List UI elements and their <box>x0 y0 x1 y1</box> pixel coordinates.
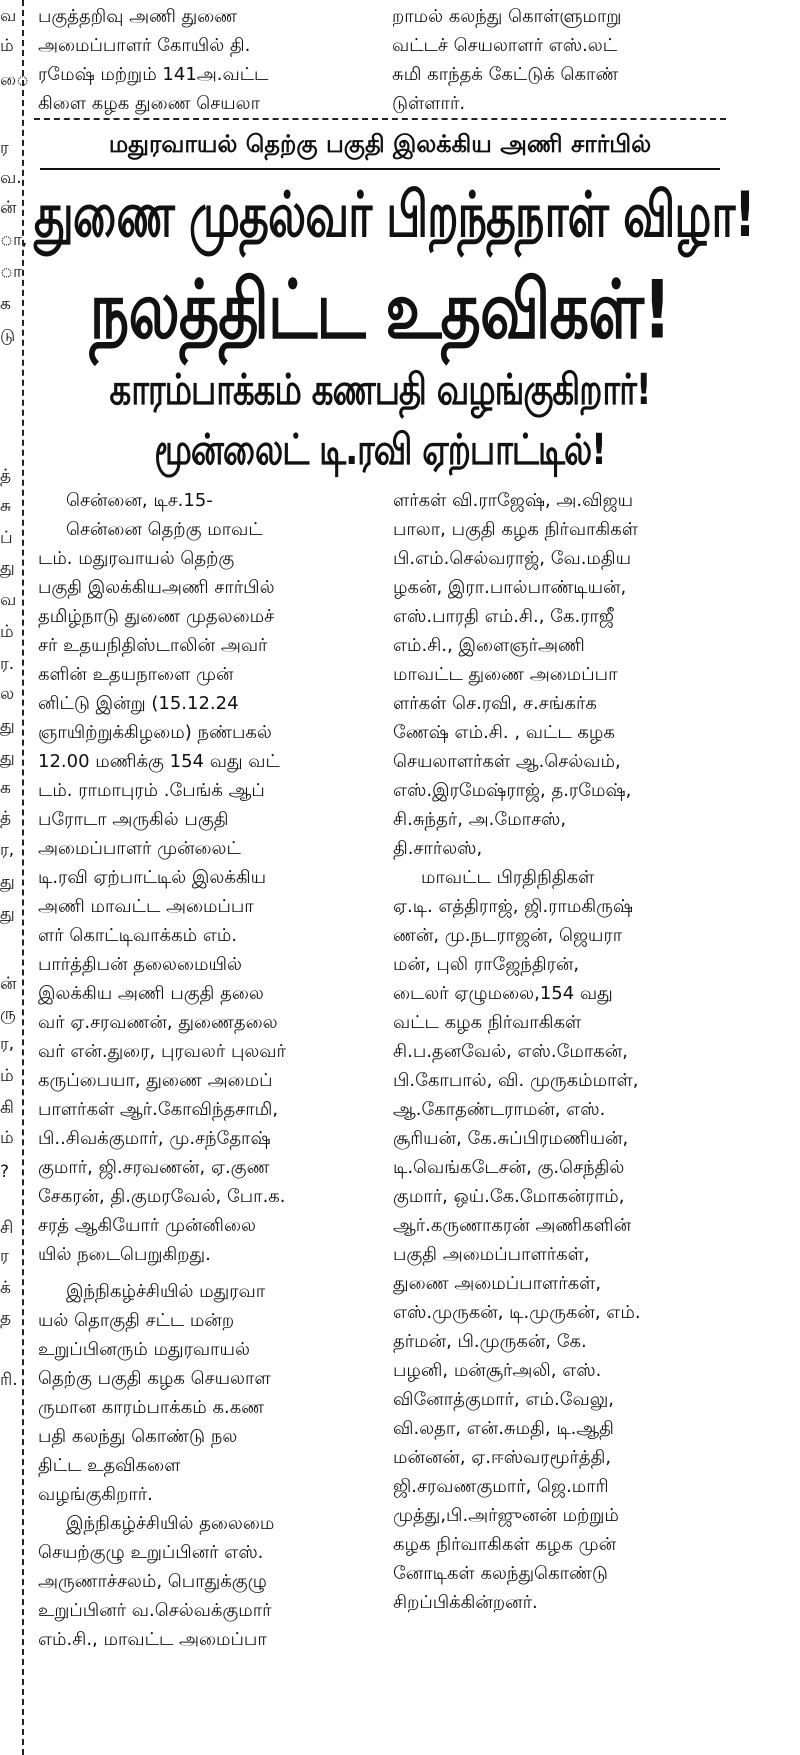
text-line: இந்நிகழ்ச்சியில் தலைமை <box>66 1513 275 1534</box>
edge-text: ா <box>0 262 22 282</box>
text-line: மாவட்ட துணை அமைப்பா <box>393 664 618 685</box>
text-line: வி.லதா, என்.சுமதி, டி.ஆதி <box>393 1418 614 1439</box>
text-line: 12.00 மணிக்கு 154 வது வட் <box>38 751 280 772</box>
text-line: யில் நடைபெறுகிறது. <box>38 1244 211 1265</box>
text-line: மாவட்ட பிரதிநிதிகள் <box>421 867 595 888</box>
text-line: றாமல் கலந்து கொள்ளுமாறு <box>392 6 622 27</box>
edge-text: க <box>0 294 11 314</box>
text-line: னோடிகள் கலந்துகொண்டு <box>393 1563 608 1584</box>
edge-text: க் <box>0 1278 11 1298</box>
text-line: பாலா, பகுதி கழக நிர்வாகிகள் <box>393 519 639 540</box>
text-line: சூரியன், கே.சுப்பிரமணியன், <box>393 1128 629 1149</box>
edge-text: ரி. <box>0 1370 18 1390</box>
text-line: வினோத்குமார், எம்.வேலு, <box>393 1389 614 1410</box>
edge-text: ம் <box>0 622 14 642</box>
edge-text: சு <box>0 496 12 516</box>
headline-2: நலத்திட்ட உதவிகள்! <box>89 262 671 357</box>
text-line: களின் உதயநாளை முன் <box>38 664 234 685</box>
edge-text: ா, <box>0 230 28 250</box>
text-line: எஸ்.இரமேஷ்ராஜ், த.ரமேஷ், <box>393 780 632 801</box>
edge-text: டு <box>0 326 16 346</box>
text-line: ருமான காரம்பாக்கம் க.கண <box>38 1397 265 1418</box>
article-body-left <box>38 486 376 1654</box>
text-line: அமைப்பாளர் முன்லைட் <box>38 838 241 859</box>
text-line: எம்.சி., இளைஞர்அணி <box>393 635 585 656</box>
text-line: னிட்டு இன்று (15.12.24 <box>38 693 239 714</box>
column-divider <box>22 0 24 1755</box>
edge-text: ன் <box>0 974 17 994</box>
text-line: பார்த்திபன் தலைமையில் <box>38 954 242 975</box>
text-line: அணி மாவட்ட அமைப்பா <box>38 896 254 917</box>
text-line: வட்டச் செயலாளர் எஸ்.லட் <box>392 35 618 56</box>
edge-text: ர, <box>0 1034 15 1054</box>
text-line: தர்மன், பி.முருகன், கே. <box>393 1331 587 1352</box>
paragraph-gap <box>38 1269 376 1277</box>
edge-text: ம் <box>0 1066 14 1086</box>
edge-text: ன் <box>0 198 17 218</box>
text-line: பதி கலந்து கொண்டு நல <box>38 1426 238 1447</box>
edge-text: ர, <box>0 840 15 860</box>
text-line: அருணாச்சலம், பொதுக்குழு <box>38 1571 267 1592</box>
text-line: துணை அமைப்பாளர்கள், <box>393 1273 602 1294</box>
edge-text: க <box>0 778 11 798</box>
text-line: ஆர்.கருணாகரன் அணிகளின் <box>393 1215 632 1236</box>
edge-text: து <box>0 748 15 768</box>
text-line: ளர் கொட்டிவாக்கம் எம். <box>38 925 238 946</box>
text-line: உறுப்பினர் வ.செல்வக்குமார் <box>38 1600 272 1621</box>
text-line: ஏ.டி. எத்திராஜ், ஜி.ராமகிருஷ் <box>393 896 633 917</box>
text-line: பி..சிவக்குமார், மு.சந்தோஷ் <box>38 1128 271 1149</box>
text-line: பாளர்கள் ஆர்.கோவிந்தசாமி, <box>38 1099 279 1120</box>
text-line: டி.ரவி ஏற்பாட்டில் இலக்கிய <box>38 867 267 888</box>
text-line: இந்நிகழ்ச்சியில் மதுரவா <box>66 1281 266 1302</box>
text-line: டம். மதுரவாயல் தெற்கு <box>38 548 235 569</box>
text-line: யல் தொகுதி சட்ட மன்ற <box>38 1310 235 1331</box>
edge-text: த் <box>0 466 12 486</box>
edge-text: ரு <box>0 1004 16 1024</box>
text-line: பகுதி இலக்கியஅணி சார்பில் <box>38 577 275 598</box>
edge-text: து <box>0 716 15 736</box>
text-line: சென்னை தெற்கு மாவட் <box>66 519 263 540</box>
edge-text: ர <box>0 1246 9 1266</box>
edge-text: வ <box>0 6 17 26</box>
text-line: டி.வெங்கடேசன், கு.செந்தில் <box>393 1157 625 1178</box>
text-line: ணன், மு.நடராஜன், ஜெயரா <box>393 925 623 946</box>
text-line: குமார், ஒய்.கே.மோகன்ராம், <box>393 1186 625 1207</box>
text-line: சென்னை, டிச.15- <box>66 490 213 511</box>
text-line: வர் ஏ.சரவணன், துணைதலை <box>38 1012 278 1033</box>
text-line: செயலாளர்கள் ஆ.செல்வம், <box>393 751 621 772</box>
top-continuation-right <box>392 2 727 118</box>
headline-4: மூன்லைட் டி.ரவி ஏற்பாட்டில்! <box>154 425 606 475</box>
edge-text: ப் <box>0 528 13 548</box>
text-line: கருப்பையா, துணை அமைப் <box>38 1070 273 1091</box>
text-line: ழகன், இரா.பால்பாண்டியன், <box>393 577 627 598</box>
text-line: சுமி காந்தக் கேட்டுக் கொண் <box>392 64 619 85</box>
text-line: பழனி, மன்சூர்அலி, எஸ். <box>393 1360 602 1381</box>
text-line: வழங்குகிறார். <box>38 1484 153 1505</box>
text-line: ளர்கள் செ.ரவி, ச.சங்கர்க <box>393 693 597 714</box>
text-line: சர் உதயநிதிஸ்டாலின் அவர் <box>38 635 268 656</box>
text-line: பரோடா அருகில் பகுதி <box>38 809 229 830</box>
text-line: வர் என்.துரை, புரவலர் புலவர் <box>38 1041 286 1062</box>
text-line: அமைப்பாளர் கோயில் தி. <box>38 35 251 56</box>
edge-text: ை <box>0 70 30 90</box>
text-line: இலக்கிய அணி பகுதி தலை <box>38 983 264 1004</box>
edge-text: து <box>0 904 15 924</box>
edge-text: த <box>0 1308 12 1328</box>
text-line: மன்னன், ஏ.ஈஸ்வரமூர்த்தி, <box>393 1447 612 1468</box>
text-line: ஜி.சரவணகுமார், ஜெ.மாரி <box>393 1476 609 1497</box>
text-line: தமிழ்நாடு துணை முதலமைச் <box>38 606 275 627</box>
edge-text: ம் <box>0 1128 14 1148</box>
text-line: டுள்ளார். <box>392 93 466 114</box>
edge-text: ? <box>0 1162 10 1182</box>
text-line: தி.சார்லஸ், <box>393 838 483 859</box>
text-line: எஸ்.முருகன், டி.முருகன், எம். <box>393 1302 641 1323</box>
edge-text: வ <box>0 590 17 610</box>
text-line: எம்.சி., மாவட்ட அமைப்பா <box>38 1629 267 1650</box>
text-line: பகுத்தறிவு அணி துணை <box>38 6 238 27</box>
edge-text: வ. <box>0 168 22 188</box>
left-column-edge <box>0 0 30 1755</box>
edge-text: கி <box>0 1098 14 1118</box>
text-line: எஸ்.பாரதி எம்.சி., கே.ராஜீ <box>393 606 614 627</box>
text-line: கழக நிர்வாகிகள் கழக முன் <box>393 1534 617 1555</box>
headline-3: காரம்பாக்கம் கணபதி வழங்குகிறார்! <box>109 365 651 415</box>
edge-text: ர <box>0 138 9 158</box>
text-line: முத்து,பி.அர்ஜுனன் மற்றும் <box>393 1505 619 1526</box>
text-line: சி.சுந்தர், அ.மோசஸ், <box>393 809 567 830</box>
text-line: திட்ட உதவிகளை <box>38 1455 181 1476</box>
edge-text: ல <box>0 684 15 704</box>
text-line: சேகரன், தி.குமரவேல், போ.க. <box>38 1186 286 1207</box>
edge-text: சி <box>0 1218 14 1238</box>
text-line: செயற்குழு உறுப்பினர் எஸ். <box>38 1542 264 1563</box>
text-line: கிளை கழக துணை செயலா <box>38 93 261 114</box>
edge-text: ர. <box>0 654 15 674</box>
text-line: பகுதி அமைப்பாளர்கள், <box>393 1244 590 1265</box>
text-line: பி.கோபால், வி. முருகம்மாள், <box>393 1070 639 1091</box>
text-line: ளர்கள் வி.ராஜேஷ், அ.விஜய <box>393 490 634 511</box>
text-line: ணேஷ் எம்.சி. , வட்ட கழக <box>393 722 615 743</box>
headline-1: துணை முதல்வர் பிறந்தநாள் விழா! <box>34 178 755 251</box>
text-line: உறுப்பினரும் மதுரவாயல் <box>38 1339 250 1360</box>
edge-text: து <box>0 558 15 578</box>
text-line: ஞாயிற்றுக்கிழமை) நண்பகல் <box>38 722 272 743</box>
text-line: சி.ப.தனவேல், எஸ்.மோகன், <box>393 1041 628 1062</box>
kicker-rule <box>40 168 720 170</box>
text-line: ரமேஷ் மற்றும் 141அ.வட்ட <box>38 64 269 85</box>
edge-text: து <box>0 872 15 892</box>
article-body-right <box>393 486 726 1617</box>
edge-text: த் <box>0 808 12 828</box>
section-divider <box>34 118 726 120</box>
text-line: தெற்கு பகுதி கழக செயலாள <box>38 1368 271 1389</box>
top-continuation-left <box>38 2 378 118</box>
edge-text: ம் <box>0 36 14 56</box>
text-line: சரத் ஆகியோர் முன்னிலை <box>38 1215 256 1236</box>
text-line: ஆ.கோதண்டராமன், எஸ். <box>393 1099 606 1120</box>
text-line: குமார், ஜி.சரவணன், ஏ.குண <box>38 1157 270 1178</box>
article-kicker: மதுரவாயல் தெற்கு பகுதி இலக்கிய அணி சார்பில் <box>108 130 652 158</box>
text-line: மன், புலி ராஜேந்திரன், <box>393 954 580 975</box>
text-line: பி.எம்.செல்வராஜ், வே.மதிய <box>393 548 632 569</box>
text-line: வட்ட கழக நிர்வாகிகள் <box>393 1012 582 1033</box>
text-line: டைலர் ஏழுமலை,154 வது <box>393 983 613 1004</box>
text-line: டம். ராமாபுரம் .பேங்க் ஆப் <box>38 780 265 801</box>
text-line: சிறப்பிக்கின்றனர். <box>393 1592 538 1613</box>
